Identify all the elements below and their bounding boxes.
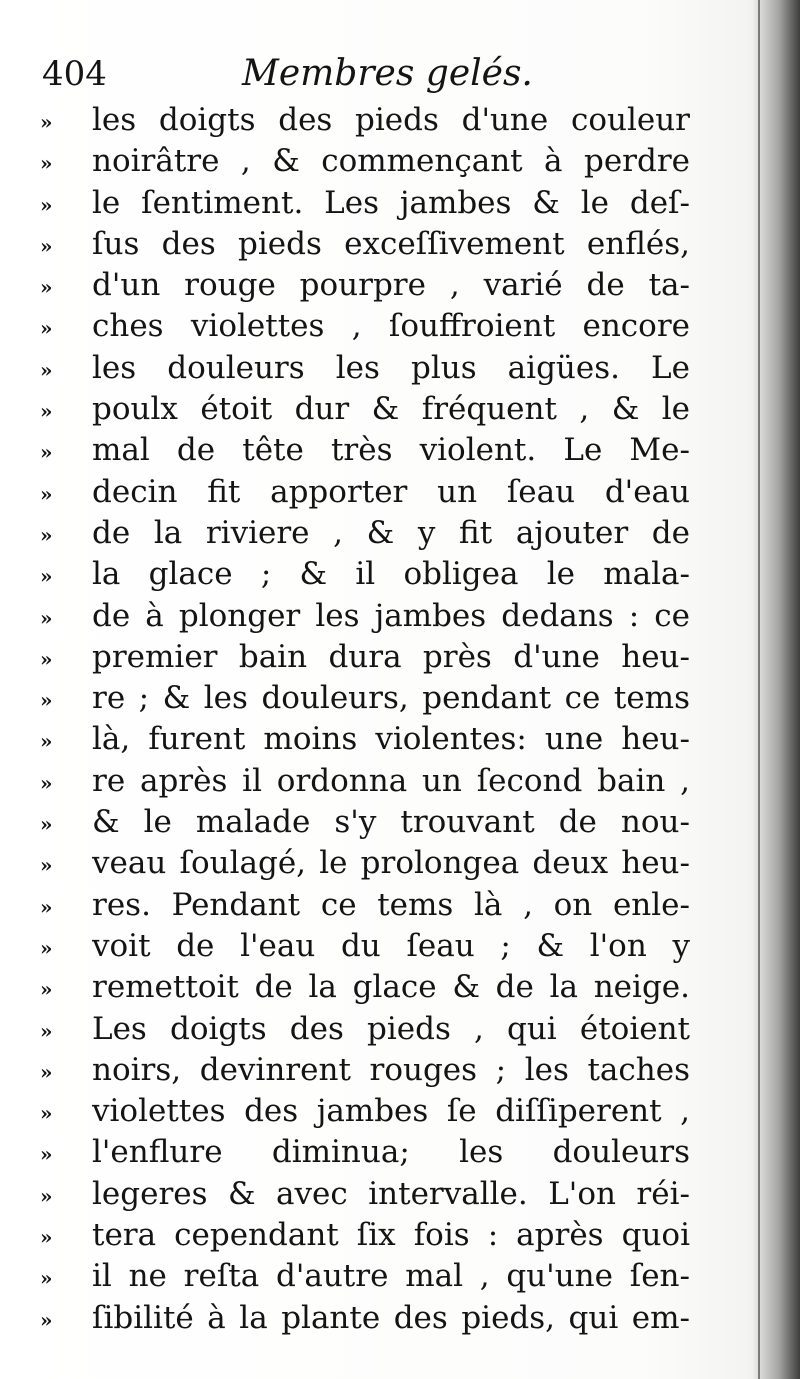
- text-line: [40, 926, 690, 967]
- quotation-mark: »: [40, 894, 53, 919]
- quotation-mark: »: [40, 1142, 53, 1167]
- page-edge: [758, 0, 760, 1379]
- line-text: veau ſoulagé, le prolongea deux heu-: [92, 845, 690, 882]
- line-text: voit de l'eau du ſeau ; & l'on y: [92, 927, 690, 964]
- text-line: [40, 1215, 690, 1256]
- line-text: ches violettes , ſouffroient encore: [92, 308, 690, 345]
- line-text: il ne reſta d'autre mal , qu'une ſen-: [92, 1258, 690, 1295]
- text-line: [40, 348, 690, 389]
- quotation-mark: »: [40, 1101, 53, 1126]
- line-text: poulx étoit dur & fréquent , & le: [92, 391, 690, 428]
- text-line: [40, 513, 690, 554]
- line-text: premier bain dura près d'une heu-: [92, 638, 690, 675]
- line-text: res. Pendant ce tems là , on enle-: [92, 886, 690, 923]
- line-text: noirs, devinrent rouges ; les taches: [92, 1051, 690, 1088]
- text-line: [40, 141, 690, 182]
- line-text: la glace ; & il obligea le mala-: [92, 556, 690, 593]
- text-line: [40, 100, 690, 141]
- text-line: [40, 678, 690, 719]
- quotation-mark: »: [40, 316, 53, 341]
- text-line: [40, 967, 690, 1008]
- quotation-mark: »: [40, 481, 53, 506]
- text-line: [40, 430, 690, 471]
- text-line: [40, 554, 690, 595]
- quotation-mark: »: [40, 1018, 53, 1043]
- line-text: Les doigts des pieds , qui étoient: [92, 1010, 690, 1047]
- line-text: re ; & les douleurs, pendant ce tems: [92, 680, 690, 717]
- line-text: & le malade s'y trouvant de nou-: [92, 804, 690, 841]
- running-title: Membres gelés.: [242, 53, 533, 94]
- text-line: [40, 389, 690, 430]
- text-line: [40, 596, 690, 637]
- quotation-mark: »: [40, 977, 53, 1002]
- quotation-mark: »: [40, 729, 53, 754]
- line-text: de à plonger les jambes dedans : ce: [92, 597, 690, 634]
- text-line: [40, 1132, 690, 1173]
- text-line: [40, 1174, 690, 1215]
- quotation-mark: »: [40, 399, 53, 424]
- quotation-mark: »: [40, 151, 53, 176]
- text-line: [40, 265, 690, 306]
- quotation-mark: »: [40, 1059, 53, 1084]
- text-line: [40, 1009, 690, 1050]
- line-text: ſibilité à la plante des pieds, qui em-: [92, 1299, 690, 1336]
- line-text: les douleurs les plus aigües. Le: [92, 349, 690, 386]
- quotation-mark: »: [40, 935, 53, 960]
- text-line: [40, 472, 690, 513]
- body-text: [40, 100, 690, 1339]
- text-line: [40, 802, 690, 843]
- text-line: [40, 719, 690, 760]
- text-line: [40, 306, 690, 347]
- line-text: re après il ordonna un ſecond bain ,: [92, 762, 690, 799]
- text-line: [40, 843, 690, 884]
- page-header: [42, 52, 682, 102]
- quotation-mark: »: [40, 646, 53, 671]
- line-text: legeres & avec intervalle. L'on réi-: [92, 1175, 690, 1212]
- quotation-mark: »: [40, 853, 53, 878]
- quotation-mark: »: [40, 522, 53, 547]
- line-text: le ſentiment. Les jambes & le deſ-: [92, 184, 690, 221]
- line-text: ſus des pieds exceſſivement enflés,: [92, 225, 690, 262]
- line-text: là, furent moins violentes: une heu-: [92, 721, 690, 758]
- quotation-mark: »: [40, 1225, 53, 1250]
- line-text: d'un rouge pourpre , varié de ta-: [92, 267, 690, 304]
- quotation-mark: »: [40, 770, 53, 795]
- text-line: [40, 224, 690, 265]
- quotation-mark: »: [40, 564, 53, 589]
- quotation-mark: »: [40, 275, 53, 300]
- quotation-mark: »: [40, 440, 53, 465]
- page-number: 404: [42, 54, 107, 94]
- quotation-mark: »: [40, 1183, 53, 1208]
- quotation-mark: »: [40, 233, 53, 258]
- line-text: remettoit de la glace & de la neige.: [92, 969, 690, 1006]
- quotation-mark: »: [40, 812, 53, 837]
- line-text: l'enflure diminua; les douleurs: [92, 1134, 690, 1171]
- line-text: decin fit apporter un ſeau d'eau: [92, 473, 690, 510]
- text-line: [40, 885, 690, 926]
- line-text: noirâtre , & commençant à perdre: [92, 143, 690, 180]
- text-line: [40, 637, 690, 678]
- text-line: [40, 1091, 690, 1132]
- text-line: [40, 1256, 690, 1297]
- text-line: [40, 761, 690, 802]
- line-text: tera cependant ſix fois : après quoi: [92, 1217, 690, 1254]
- quotation-mark: »: [40, 688, 53, 713]
- quotation-mark: »: [40, 192, 53, 217]
- line-text: les doigts des pieds d'une couleur: [92, 102, 690, 138]
- line-text: mal de tête très violent. Le Me-: [92, 432, 690, 469]
- quotation-mark: »: [40, 1307, 53, 1332]
- text-line: [40, 183, 690, 224]
- line-text: violettes des jambes ſe diſſiperent ,: [92, 1093, 690, 1130]
- text-line: [40, 1298, 690, 1339]
- quotation-mark: »: [40, 110, 53, 134]
- quotation-mark: »: [40, 1266, 53, 1291]
- line-text: de la riviere , & y fit ajouter de: [92, 514, 690, 551]
- quotation-mark: »: [40, 357, 53, 382]
- text-line: [40, 1050, 690, 1091]
- quotation-mark: »: [40, 605, 53, 630]
